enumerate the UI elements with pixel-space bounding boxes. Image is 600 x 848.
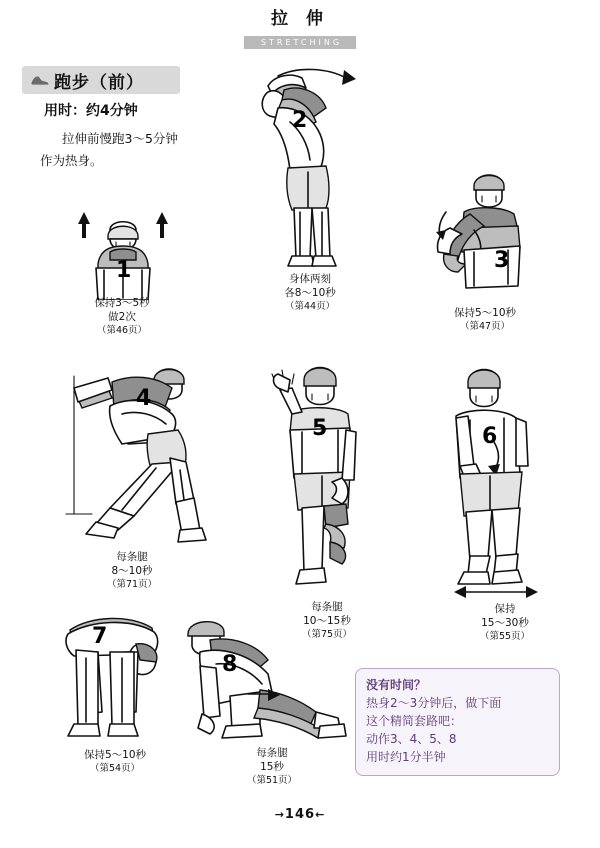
footer-arrow-left: →	[274, 808, 285, 821]
figure-8-caption	[212, 746, 332, 788]
section-intro	[40, 128, 222, 172]
figure-8-illustration	[176, 612, 356, 742]
page-number: 146	[284, 807, 316, 822]
header-subtitle: STRETCHING	[244, 36, 356, 49]
figure-1-caption-line-1: 保持3～5秒	[94, 297, 150, 309]
figure-6-page-ref: （第55页）	[479, 631, 531, 642]
figure-7-page-ref: （第54页）	[89, 763, 141, 774]
figure-2-page-ref: （第44页）	[284, 301, 336, 312]
section-title: 跑步（前）	[54, 72, 144, 93]
figure-5-page-ref: （第75页）	[301, 629, 353, 640]
figure-6-illustration	[430, 362, 570, 602]
page-footer	[0, 807, 600, 822]
figure-3-illustration	[410, 168, 550, 298]
figure-5-caption-line-2: 10～15秒	[303, 615, 351, 627]
figure-4-caption	[62, 550, 202, 592]
tip-box	[355, 668, 560, 776]
figure-7-number: 7	[92, 624, 108, 649]
figure-7-illustration	[40, 600, 180, 750]
figure-5-illustration	[258, 360, 378, 590]
shoe-icon	[30, 73, 50, 87]
figure-5-number: 5	[312, 416, 328, 441]
figure-2-caption-line-2: 各8～10秒	[284, 287, 336, 299]
header-title: 拉 伸	[271, 9, 329, 29]
figure-6-caption-line-2: 15～30秒	[481, 617, 529, 629]
figure-1-illustration	[58, 190, 188, 300]
figure-2-caption-line-1: 身体两刻	[289, 273, 331, 285]
figure-8-page-ref: （第51页）	[246, 775, 298, 786]
figure-5-caption-line-1: 每条腿	[311, 601, 343, 613]
figure-6-caption	[440, 602, 570, 644]
figure-1-page-ref: （第46页）	[96, 325, 148, 336]
tip-box-line-2: 热身2～3分钟后，做下面	[366, 696, 502, 710]
figure-3-caption-line-1: 保持5～10秒	[453, 307, 517, 319]
footer-arrow-right: ←	[315, 808, 326, 821]
tip-box-line-3: 这个精简套路吧：	[366, 714, 463, 728]
figure-2-illustration	[238, 62, 378, 282]
figure-8-caption-line-2: 15秒	[260, 761, 284, 773]
tip-box-line-4: 动作3、4、5、8	[366, 732, 457, 746]
figure-4-page-ref: （第71页）	[106, 579, 158, 590]
section-time: 用时：约4分钟	[44, 103, 138, 119]
figure-3-page-ref: （第47页）	[459, 321, 511, 332]
section-title-bar	[22, 66, 180, 94]
intro-line-2: 作为热身。	[40, 153, 103, 168]
tip-box-line-5: 用时约1分半钟	[366, 750, 446, 764]
figure-8-number: 8	[222, 652, 238, 677]
figure-1-number: 1	[116, 258, 132, 283]
figure-8-caption-line-1: 每条腿	[256, 747, 288, 759]
figure-4-caption-line-1: 每条腿	[116, 551, 148, 563]
figure-1-caption	[62, 296, 182, 338]
page-header	[0, 8, 600, 49]
figure-1-caption-line-2: 做2次	[108, 311, 136, 323]
intro-line-1: 拉伸前慢跑3～5分钟	[62, 131, 178, 146]
figure-2-number: 2	[292, 108, 308, 133]
tip-box-title: 没有时间？	[366, 678, 427, 692]
figure-7-caption-line-1: 保持5～10秒	[83, 749, 147, 761]
figure-3-caption	[420, 306, 550, 334]
figure-4-number: 4	[136, 386, 152, 411]
figure-6-number: 6	[482, 424, 498, 449]
figure-4-caption-line-2: 8～10秒	[111, 565, 153, 577]
figure-3-number: 3	[494, 248, 510, 273]
figure-7-caption	[50, 748, 180, 776]
figure-6-caption-line-1: 保持	[494, 603, 516, 615]
figure-2-caption	[240, 272, 380, 314]
